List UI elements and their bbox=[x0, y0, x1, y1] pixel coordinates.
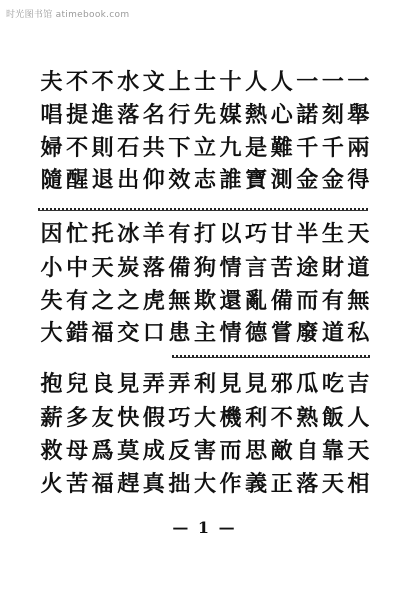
proverb-char: 快 bbox=[117, 405, 140, 431]
proverb-char: 思 bbox=[245, 438, 268, 464]
proverb-char: 不 bbox=[91, 69, 114, 95]
proverb-char: 寶 bbox=[245, 167, 268, 193]
proverb-char: 無 bbox=[347, 288, 370, 314]
proverb-char: 狗 bbox=[193, 255, 216, 281]
proverb-char: 上 bbox=[168, 69, 191, 95]
proverb-char: 瓜 bbox=[296, 371, 319, 397]
proverb-char: 吃 bbox=[321, 371, 344, 397]
proverb-row bbox=[40, 256, 370, 280]
proverb-char: 莫 bbox=[117, 438, 140, 464]
proverb-char: 利 bbox=[193, 371, 216, 397]
proverb-char: 金 bbox=[296, 167, 319, 193]
proverb-char: 誰 bbox=[219, 167, 242, 193]
proverb-char: 友 bbox=[91, 405, 114, 431]
proverb-char: 抱 bbox=[40, 371, 63, 397]
proverb-char: 夫 bbox=[40, 69, 63, 95]
proverb-char: 薪 bbox=[40, 405, 63, 431]
proverb-char: 行 bbox=[168, 102, 191, 128]
proverb-char: 而 bbox=[296, 288, 319, 314]
proverb-char: 備 bbox=[168, 255, 191, 281]
proverb-char: 欺 bbox=[193, 288, 216, 314]
proverb-char: 之 bbox=[117, 288, 140, 314]
proverb-char: 途 bbox=[296, 255, 319, 281]
proverb-char: 文 bbox=[142, 69, 165, 95]
proverb-row bbox=[40, 472, 370, 496]
proverb-char: 大 bbox=[193, 471, 216, 497]
proverb-row bbox=[40, 168, 370, 192]
proverb-char: 托 bbox=[91, 221, 114, 247]
proverb-char: 敵 bbox=[270, 438, 293, 464]
proverb-char: 道 bbox=[321, 320, 344, 346]
proverb-char: 嘗 bbox=[270, 320, 293, 346]
proverb-char: 苦 bbox=[66, 471, 89, 497]
proverb-char: 有 bbox=[66, 288, 89, 314]
proverb-char: 趕 bbox=[117, 471, 140, 497]
proverb-char: 機 bbox=[219, 405, 242, 431]
proverb-char: 情 bbox=[219, 255, 242, 281]
proverb-char: 母 bbox=[66, 438, 89, 464]
proverb-char: 兒 bbox=[66, 371, 89, 397]
proverb-char: 失 bbox=[40, 288, 63, 314]
proverb-row bbox=[40, 136, 370, 160]
proverb-char: 一 bbox=[296, 69, 319, 95]
proverb-char: 進 bbox=[91, 102, 114, 128]
proverb-char: 亂 bbox=[245, 288, 268, 314]
proverb-char: 甘 bbox=[270, 221, 293, 247]
proverb-char: 見 bbox=[219, 371, 242, 397]
proverb-char: 退 bbox=[91, 167, 114, 193]
proverb-char: 人 bbox=[245, 69, 268, 95]
proverb-row bbox=[40, 289, 370, 313]
proverb-char: 福 bbox=[91, 471, 114, 497]
proverb-char: 熟 bbox=[296, 405, 319, 431]
proverb-char: 落 bbox=[296, 471, 319, 497]
proverb-char: 人 bbox=[347, 405, 370, 431]
proverb-char: 名 bbox=[142, 102, 165, 128]
proverb-row bbox=[40, 222, 370, 246]
proverb-char: 千 bbox=[321, 135, 344, 161]
proverb-char: 心 bbox=[270, 102, 293, 128]
proverb-char: 半 bbox=[296, 221, 319, 247]
proverb-char: 救 bbox=[40, 438, 63, 464]
proverb-char: 天 bbox=[321, 471, 344, 497]
proverb-char: 九 bbox=[219, 135, 242, 161]
proverb-char: 自 bbox=[296, 438, 319, 464]
proverb-char: 一 bbox=[347, 69, 370, 95]
proverb-row bbox=[40, 103, 370, 127]
proverb-char: 假 bbox=[142, 405, 165, 431]
proverb-char: 婦 bbox=[40, 135, 63, 161]
proverb-char: 良 bbox=[91, 371, 114, 397]
proverb-char: 見 bbox=[117, 371, 140, 397]
proverb-char: 天 bbox=[347, 438, 370, 464]
proverb-char: 吉 bbox=[347, 371, 370, 397]
proverb-char: 靠 bbox=[321, 438, 344, 464]
divider-2 bbox=[172, 355, 370, 357]
proverb-char: 千 bbox=[296, 135, 319, 161]
proverb-char: 情 bbox=[219, 320, 242, 346]
proverb-char: 爲 bbox=[91, 438, 114, 464]
proverb-char: 害 bbox=[193, 438, 216, 464]
proverb-char: 福 bbox=[91, 320, 114, 346]
proverb-char: 真 bbox=[142, 471, 165, 497]
proverb-char: 主 bbox=[193, 320, 216, 346]
proverb-char: 羊 bbox=[142, 221, 165, 247]
proverb-char: 下 bbox=[168, 135, 191, 161]
proverb-char: 兩 bbox=[347, 135, 370, 161]
proverb-char: 口 bbox=[142, 320, 165, 346]
proverb-char: 是 bbox=[245, 135, 268, 161]
page-number: — 1 — bbox=[172, 518, 237, 537]
proverb-char: 反 bbox=[168, 438, 191, 464]
proverb-char: 飯 bbox=[321, 405, 344, 431]
proverb-char: 因 bbox=[40, 221, 63, 247]
proverb-row bbox=[40, 406, 370, 430]
proverb-char: 仰 bbox=[142, 167, 165, 193]
proverb-char: 還 bbox=[219, 288, 242, 314]
proverb-char: 有 bbox=[168, 221, 191, 247]
proverb-char: 備 bbox=[270, 288, 293, 314]
proverb-char: 苦 bbox=[270, 255, 293, 281]
proverb-char: 冰 bbox=[117, 221, 140, 247]
proverb-char: 十 bbox=[219, 69, 242, 95]
proverb-char: 之 bbox=[91, 288, 114, 314]
proverb-char: 正 bbox=[270, 471, 293, 497]
proverb-char: 巧 bbox=[168, 405, 191, 431]
proverb-char: 弄 bbox=[168, 371, 191, 397]
proverb-char: 而 bbox=[219, 438, 242, 464]
proverb-char: 不 bbox=[66, 135, 89, 161]
proverb-char: 大 bbox=[193, 405, 216, 431]
proverb-char: 刻 bbox=[321, 102, 344, 128]
proverb-row bbox=[40, 321, 370, 345]
proverb-char: 錯 bbox=[66, 320, 89, 346]
proverb-char: 唱 bbox=[40, 102, 63, 128]
proverb-char: 成 bbox=[142, 438, 165, 464]
proverb-char: 提 bbox=[66, 102, 89, 128]
proverb-char: 多 bbox=[66, 405, 89, 431]
proverb-char: 媒 bbox=[219, 102, 242, 128]
proverb-char: 邪 bbox=[270, 371, 293, 397]
proverb-char: 以 bbox=[219, 221, 242, 247]
proverb-row bbox=[40, 70, 370, 94]
proverb-char: 舉 bbox=[347, 102, 370, 128]
proverb-char: 利 bbox=[245, 405, 268, 431]
watermark: 时光图书馆 atimebook.com bbox=[6, 10, 130, 20]
proverb-char: 金 bbox=[321, 167, 344, 193]
proverb-char: 私 bbox=[347, 320, 370, 346]
proverb-char: 得 bbox=[347, 167, 370, 193]
proverb-char: 小 bbox=[40, 255, 63, 281]
proverb-char: 作 bbox=[219, 471, 242, 497]
proverb-row bbox=[40, 439, 370, 463]
proverb-char: 落 bbox=[117, 102, 140, 128]
proverb-char: 有 bbox=[321, 288, 344, 314]
proverb-char: 共 bbox=[142, 135, 165, 161]
proverb-char: 隨 bbox=[40, 167, 63, 193]
proverb-char: 義 bbox=[245, 471, 268, 497]
proverb-char: 醒 bbox=[66, 167, 89, 193]
proverb-char: 相 bbox=[347, 471, 370, 497]
proverb-char: 效 bbox=[168, 167, 191, 193]
proverb-char: 不 bbox=[66, 69, 89, 95]
proverb-char: 火 bbox=[40, 471, 63, 497]
proverb-char: 石 bbox=[117, 135, 140, 161]
proverb-char: 落 bbox=[142, 255, 165, 281]
proverb-char: 打 bbox=[193, 221, 216, 247]
proverb-char: 大 bbox=[40, 320, 63, 346]
proverb-char: 則 bbox=[91, 135, 114, 161]
proverb-char: 交 bbox=[117, 320, 140, 346]
proverb-char: 難 bbox=[270, 135, 293, 161]
proverb-char: 巧 bbox=[245, 221, 268, 247]
proverb-char: 忙 bbox=[66, 221, 89, 247]
proverb-char: 人 bbox=[270, 69, 293, 95]
proverb-char: 拙 bbox=[168, 471, 191, 497]
proverb-char: 立 bbox=[193, 135, 216, 161]
proverb-char: 諾 bbox=[296, 102, 319, 128]
proverb-char: 天 bbox=[91, 255, 114, 281]
proverb-char: 虎 bbox=[142, 288, 165, 314]
proverb-char: 出 bbox=[117, 167, 140, 193]
proverb-char: 士 bbox=[193, 69, 216, 95]
proverb-char: 道 bbox=[347, 255, 370, 281]
proverb-char: 熱 bbox=[245, 102, 268, 128]
proverb-char: 測 bbox=[270, 167, 293, 193]
proverb-char: 財 bbox=[321, 255, 344, 281]
proverb-char: 一 bbox=[321, 69, 344, 95]
proverb-char: 中 bbox=[66, 255, 89, 281]
proverb-char: 先 bbox=[193, 102, 216, 128]
proverb-char: 弄 bbox=[142, 371, 165, 397]
proverb-char: 廢 bbox=[296, 320, 319, 346]
proverb-char: 不 bbox=[270, 405, 293, 431]
proverb-char: 見 bbox=[245, 371, 268, 397]
proverb-row bbox=[40, 372, 370, 396]
proverb-char: 水 bbox=[117, 69, 140, 95]
proverb-char: 炭 bbox=[117, 255, 140, 281]
proverb-char: 無 bbox=[168, 288, 191, 314]
proverb-char: 生 bbox=[321, 221, 344, 247]
proverb-char: 言 bbox=[245, 255, 268, 281]
proverb-char: 志 bbox=[193, 167, 216, 193]
proverb-char: 患 bbox=[168, 320, 191, 346]
proverb-char: 天 bbox=[347, 221, 370, 247]
proverb-char: 德 bbox=[245, 320, 268, 346]
divider-1 bbox=[38, 208, 368, 210]
